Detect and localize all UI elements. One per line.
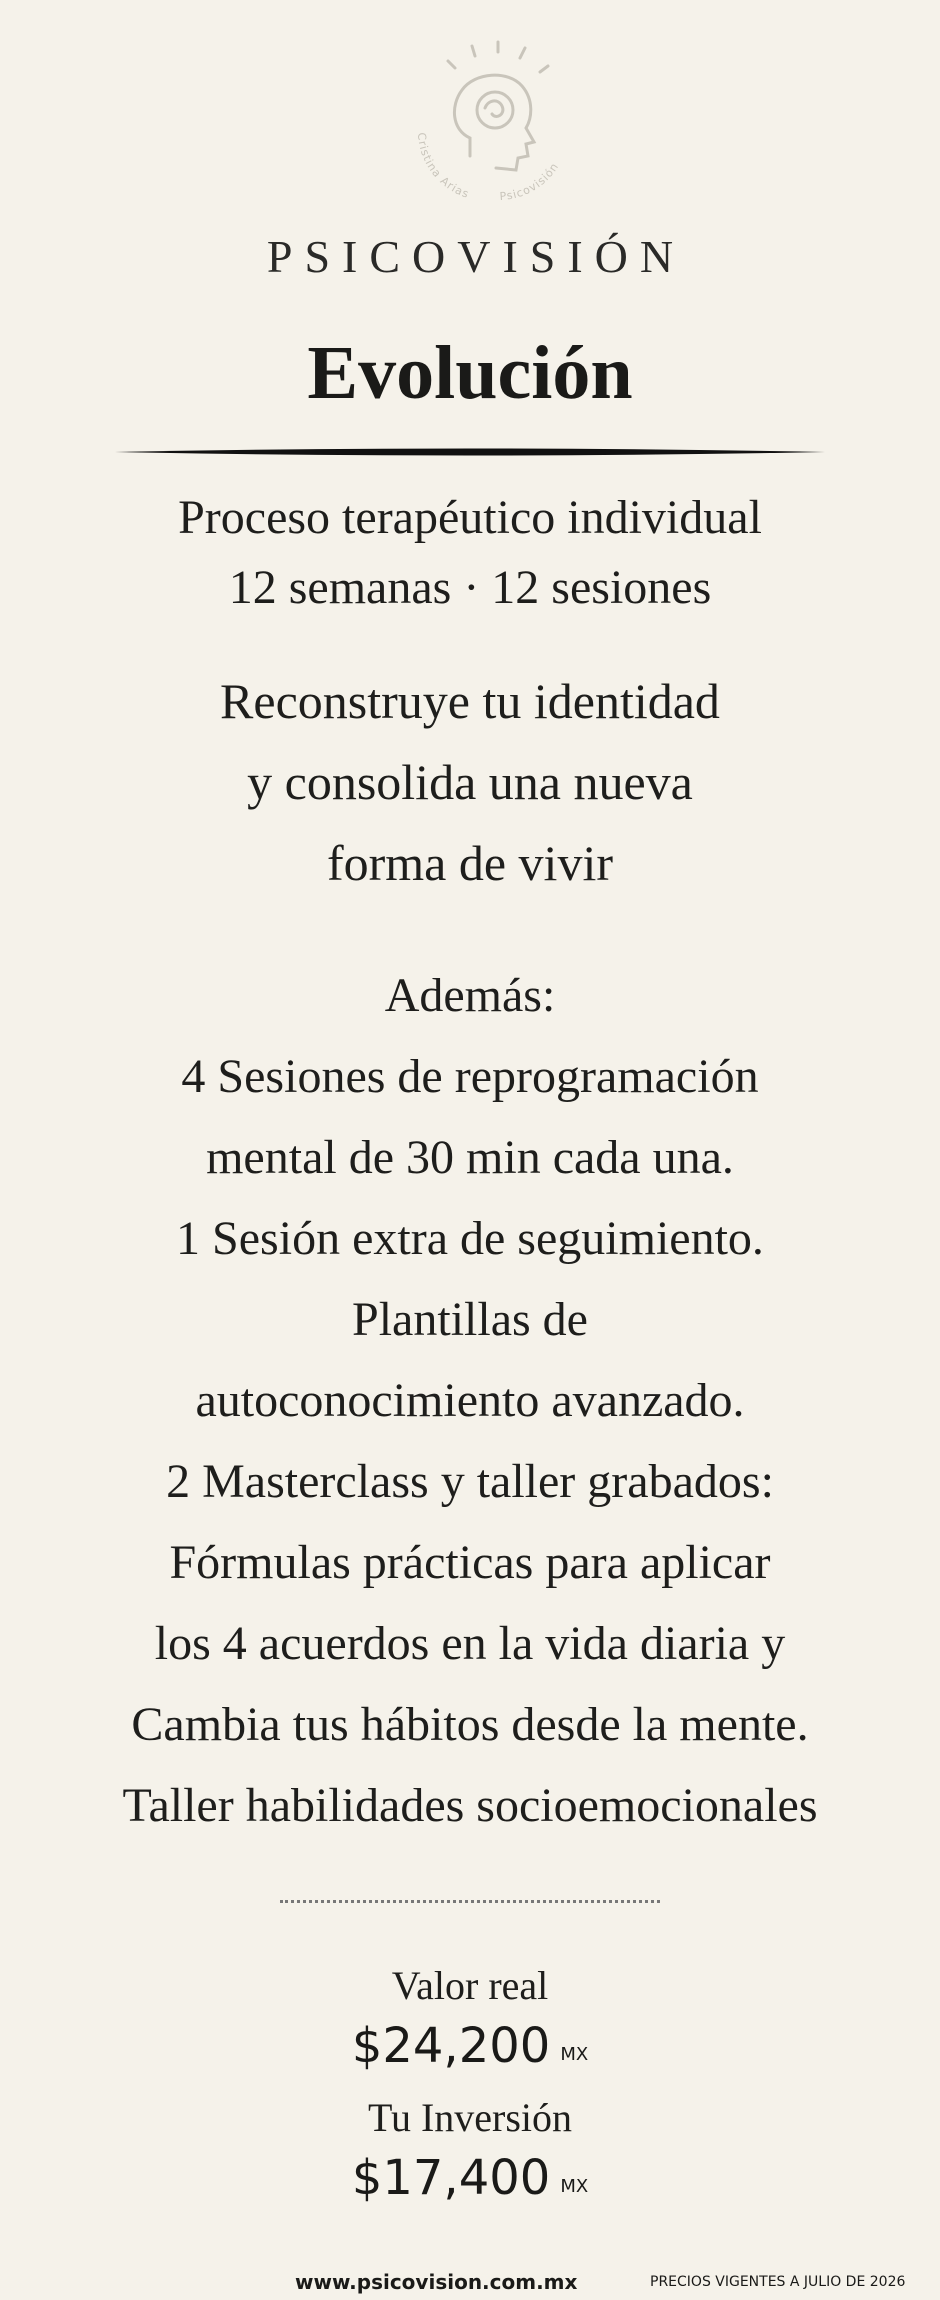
extras-line: Plantillas de (352, 1293, 588, 1346)
head-profile-icon (448, 42, 548, 170)
price-validity-note: PRECIOS VIGENTES A JULIO DE 2026 (650, 2274, 906, 2290)
tagline-line: y consolida una nueva (247, 754, 693, 810)
website-link[interactable]: www.psicovision.com.mx (295, 2270, 578, 2294)
investment-label: Tu Inversión (367, 2095, 573, 2140)
investment-price (0, 2150, 940, 2206)
extras-line: Taller habilidades socioemocionales (122, 1779, 818, 1832)
description-line: Proceso terapéutico individual (178, 491, 762, 544)
real-value-currency: MX (560, 2044, 589, 2065)
extras-line: Cambia tus hábitos desde la mente. (131, 1698, 809, 1751)
extras-line: mental de 30 min cada una. (206, 1131, 734, 1184)
extras-line: autoconocimiento avanzado. (195, 1374, 745, 1427)
tagline-line: forma de vivir (326, 835, 613, 891)
extras-line: 1 Sesión extra de seguimiento. (176, 1212, 764, 1265)
svg-text:Cristina Arias (415, 132, 471, 201)
real-value-amount: $24,200 (351, 2018, 551, 2074)
brand-name: PSICOVISIÓN (266, 231, 686, 282)
extras-line: Fórmulas prácticas para aplicar (169, 1536, 771, 1589)
real-value-price (0, 2018, 940, 2074)
description-line: 12 semanas · 12 sesiones (228, 561, 712, 614)
svg-text:Psicovisión (499, 160, 561, 203)
extras-line: los 4 acuerdos en la vida diaria y (154, 1617, 786, 1670)
page-title: Evolución (307, 331, 633, 415)
tagline-line: Reconstruye tu identidad (220, 673, 720, 729)
extras-line: 2 Masterclass y taller grabados: (166, 1455, 774, 1508)
pricing-divider (280, 1900, 660, 1903)
logo (400, 38, 575, 213)
real-value-label: Valor real (391, 1963, 549, 2008)
extras-heading: Además: (384, 969, 556, 1022)
extras-line: 4 Sesiones de reprogramación (181, 1050, 759, 1103)
title-divider (115, 446, 825, 458)
investment-currency: MX (560, 2176, 589, 2197)
logo-text-left: Cristina Arias (414, 132, 472, 201)
logo-text-right: Psicovisión (499, 160, 562, 204)
investment-amount: $17,400 (351, 2150, 551, 2206)
